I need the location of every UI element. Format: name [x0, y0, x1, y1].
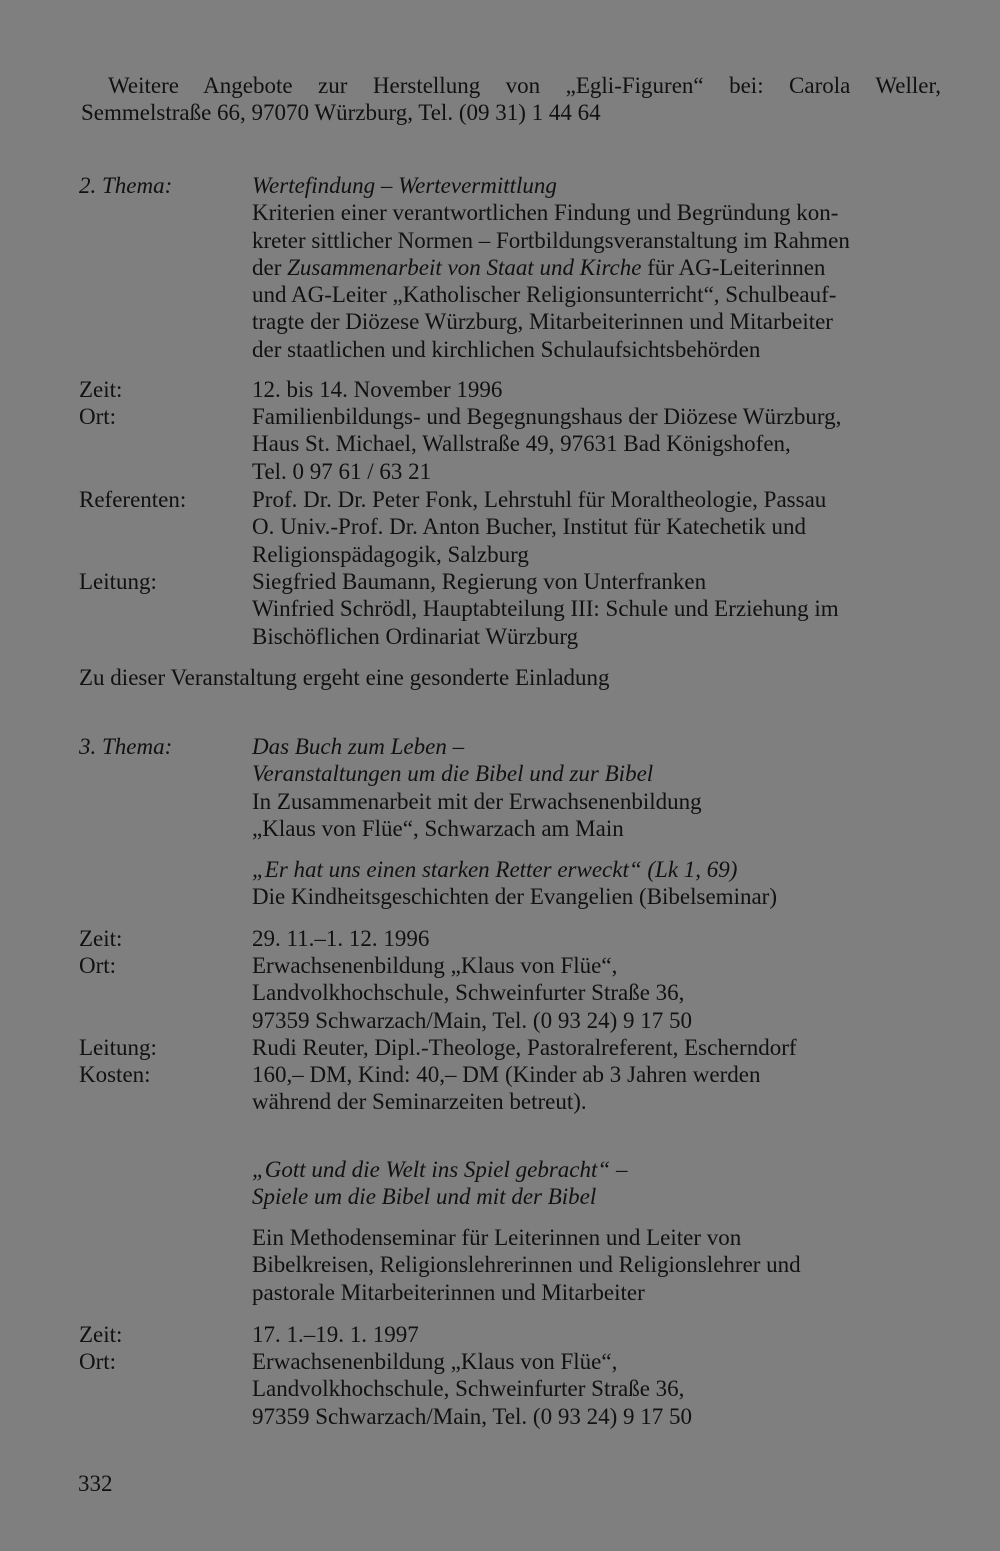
referent-line: Religionspädagogik, Salzburg — [252, 541, 529, 567]
ort-line: Landvolkhochschule, Schweinfurter Straße 36, — [252, 980, 685, 1006]
kosten-line: 160,– DM, Kind: 40,– DM (Kinder ab 3 Jahren werden — [252, 1062, 761, 1087]
leitung-value: Rudi Reuter, Dipl.-Theologe, Pastoralreferent, Escherndorf — [252, 1035, 797, 1060]
page-number: 332 — [78, 1471, 113, 1496]
zeit-value: 12. bis 14. November 1996 — [252, 377, 503, 402]
ort-line: Tel. 0 97 61 / 63 21 — [252, 458, 432, 484]
intro-paragraph — [81, 72, 941, 127]
kosten-line: während der Seminarzeiten betreut). — [252, 1089, 587, 1115]
thema3-intro-line: „Klaus von Flüe“, Schwarzach am Main — [252, 815, 624, 841]
thema2-title: Wertefindung – Wertevermittlung — [252, 173, 557, 198]
ort-line: Erwachsenenbildung „Klaus von Flüe“, — [252, 953, 618, 978]
seminar2-desc — [252, 1224, 942, 1306]
thema3-intro-line: In Zusammenarbeit mit der Erwachsenenbildung — [252, 788, 702, 814]
leitung-label: Leitung: — [79, 1035, 157, 1060]
ort-line: Haus St. Michael, Wallstraße 49, 97631 Bad Königshofen, — [252, 431, 791, 457]
referent-line: O. Univ.-Prof. Dr. Anton Bucher, Institut für Katechetik und — [252, 514, 806, 540]
thema2-label: 2. Thema: — [79, 173, 173, 198]
thema3-title-line: Veranstaltungen um die Bibel und zur Bibel — [252, 761, 654, 787]
zeit-label: Zeit: — [79, 1322, 123, 1347]
seminar1-zeit — [252, 925, 942, 952]
thema2-note: Zu dieser Veranstaltung ergeht eine gesonderte Einladung — [79, 665, 610, 690]
seminar1-heading — [252, 856, 942, 911]
thema2-desc-line: der staatlichen und kirchlichen Schulaufsichtsbehörden — [252, 336, 761, 362]
zeit-value: 29. 11.–1. 12. 1996 — [252, 926, 430, 951]
thema2-leitung — [252, 568, 942, 650]
ort-line: Erwachsenenbildung „Klaus von Flüe“, — [252, 1349, 618, 1374]
intro-line: Weitere Angebote zur Herstellung von „Egli-Figuren“ bei: Carola Weller, — [108, 73, 941, 98]
ort-line: 97359 Schwarzach/Main, Tel. (0 93 24) 9 17 50 — [252, 1403, 692, 1429]
thema3-content — [252, 733, 942, 842]
seminar2-heading — [252, 1156, 942, 1211]
thema2-desc-line: und AG-Leiter „Katholischer Religionsunterricht“, Schulbeauf- — [252, 282, 837, 308]
leitung-line: Winfried Schrödl, Hauptabteilung III: Schule und Erziehung im — [252, 596, 839, 622]
seminar2-zeit — [252, 1321, 942, 1348]
thema2-desc-line: Kriterien einer verantwortlichen Findung und Begründung kon- — [252, 200, 839, 226]
seminar1-leitung — [252, 1034, 942, 1061]
seminar1-subtitle: Die Kindheitsgeschichten der Evangelien (Bibelseminar) — [252, 884, 777, 910]
thema2-referenten — [252, 486, 942, 568]
thema2-content — [252, 172, 942, 363]
thema2-desc-line: tragte der Diözese Würzburg, Mitarbeiterinnen und Mitarbeiter — [252, 309, 833, 335]
ort-label: Ort: — [79, 1349, 117, 1374]
seminar2-title-line: Spiele um die Bibel und mit der Bibel — [252, 1184, 597, 1210]
seminar2-desc-line: Ein Methodenseminar für Leiterinnen und Leiter von — [252, 1225, 742, 1250]
thema3-label: 3. Thema: — [79, 734, 173, 759]
ort-line: Familienbildungs- und Begegnungshaus der Diözese Würzburg, — [252, 404, 842, 429]
ort-label: Ort: — [79, 953, 117, 978]
thema3-title-line: Das Buch zum Leben – — [252, 734, 465, 759]
referent-line: Prof. Dr. Dr. Peter Fonk, Lehrstuhl für Moraltheologie, Passau — [252, 487, 827, 512]
seminar1-kosten — [252, 1061, 942, 1116]
thema2-zeit — [252, 376, 942, 403]
seminar2-title-line: „Gott und die Welt ins Spiel gebracht“ – — [252, 1157, 628, 1182]
seminar2-desc-line: pastorale Mitarbeiterinnen und Mitarbeiter — [252, 1279, 645, 1305]
thema2-desc-italic: Zusammenarbeit von Staat und Kirche — [287, 254, 642, 280]
seminar1-title: „Er hat uns einen starken Retter erweckt“ (Lk 1, 69) — [252, 857, 738, 882]
kosten-label: Kosten: — [79, 1062, 151, 1087]
seminar2-desc-line: Bibelkreisen, Religionslehrerinnen und Religionslehrer und — [252, 1252, 801, 1278]
leitung-line: Bischöflichen Ordinariat Würzburg — [252, 623, 579, 649]
zeit-value: 17. 1.–19. 1. 1997 — [252, 1322, 419, 1347]
thema2-desc-line — [252, 254, 942, 281]
ort-line: Landvolkhochschule, Schweinfurter Straße 36, — [252, 1376, 685, 1402]
thema2-desc-post: für AG-Leiterinnen — [641, 254, 826, 280]
intro-line: Semmelstraße 66, 97070 Würzburg, Tel. (09 31) 1 44 64 — [81, 100, 601, 126]
leitung-line: Siegfried Baumann, Regierung von Unterfranken — [252, 569, 707, 594]
seminar2-ort — [252, 1348, 942, 1430]
ort-line: 97359 Schwarzach/Main, Tel. (0 93 24) 9 17 50 — [252, 1007, 692, 1033]
zeit-label: Zeit: — [79, 926, 123, 951]
ort-label: Ort: — [79, 404, 117, 429]
thema2-desc-line: kreter sittlicher Normen – Fortbildungsveranstaltung im Rahmen — [252, 227, 850, 253]
leitung-label: Leitung: — [79, 569, 157, 594]
referenten-label: Referenten: — [79, 487, 187, 512]
thema2-desc-pre: der — [252, 254, 288, 280]
thema2-ort — [252, 403, 942, 485]
seminar1-ort — [252, 952, 942, 1034]
zeit-label: Zeit: — [79, 377, 123, 402]
